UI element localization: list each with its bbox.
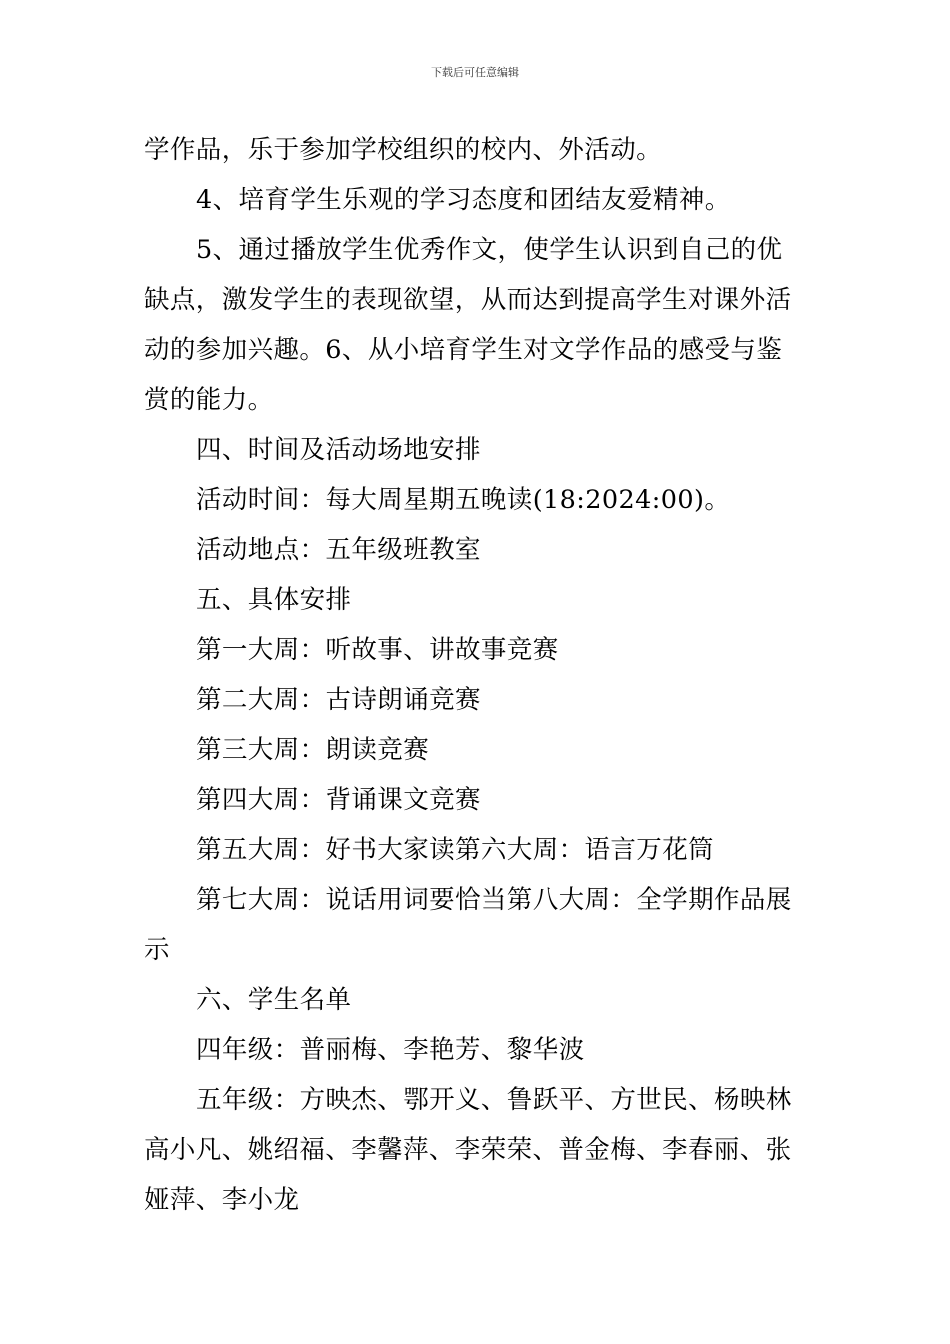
paragraph-continuation: 学作品，乐于参加学校组织的校内、外活动。: [144, 135, 663, 165]
page-header: 下载后可任意编辑: [431, 66, 519, 79]
document-body: [144, 125, 808, 1225]
paragraph-week-5-6: 第五大周：好书大家读第六大周：语言万花筒: [196, 835, 715, 865]
paragraph-week-2: 第二大周：古诗朗诵竞赛: [196, 685, 481, 715]
paragraph-activity-time: 活动时间：每大周星期五晚读(18:2024:00)。: [196, 485, 731, 515]
paragraph-week-7-8: 第七大周：说话用词要恰当第八大周：全学期作品展示: [144, 885, 792, 965]
section-heading-arrangement: 五、具体安排: [196, 585, 352, 615]
section-heading-student-list: 六、学生名单: [196, 985, 352, 1015]
paragraph-grade-4-students: 四年级：普丽梅、李艳芳、黎华波: [196, 1035, 585, 1065]
paragraph-week-3: 第三大周：朗读竞赛: [196, 735, 430, 765]
paragraph-grade-5-students: 五年级：方映杰、鄂开义、鲁跃平、方世民、杨映林高小凡、姚绍福、李馨萍、李荣荣、普金梅、李春丽、张娅萍、李小龙: [144, 1085, 792, 1215]
section-heading-schedule: 四、时间及活动场地安排: [196, 435, 481, 465]
paragraph-goal-4: 4、培育学生乐观的学习态度和团结友爱精神。: [196, 185, 731, 215]
paragraph-activity-place: 活动地点：五年级班教室: [196, 535, 481, 565]
paragraph-week-4: 第四大周：背诵课文竞赛: [196, 785, 481, 815]
paragraph-week-1: 第一大周：听故事、讲故事竞赛: [196, 635, 559, 665]
paragraph-goal-5-6: 5、通过播放学生优秀作文，使学生认识到自己的优缺点，激发学生的表现欲望，从而达到提高学生对课外活动的参加兴趣。6、从小培育学生对文学作品的感受与鉴赏的能力。: [144, 235, 792, 415]
